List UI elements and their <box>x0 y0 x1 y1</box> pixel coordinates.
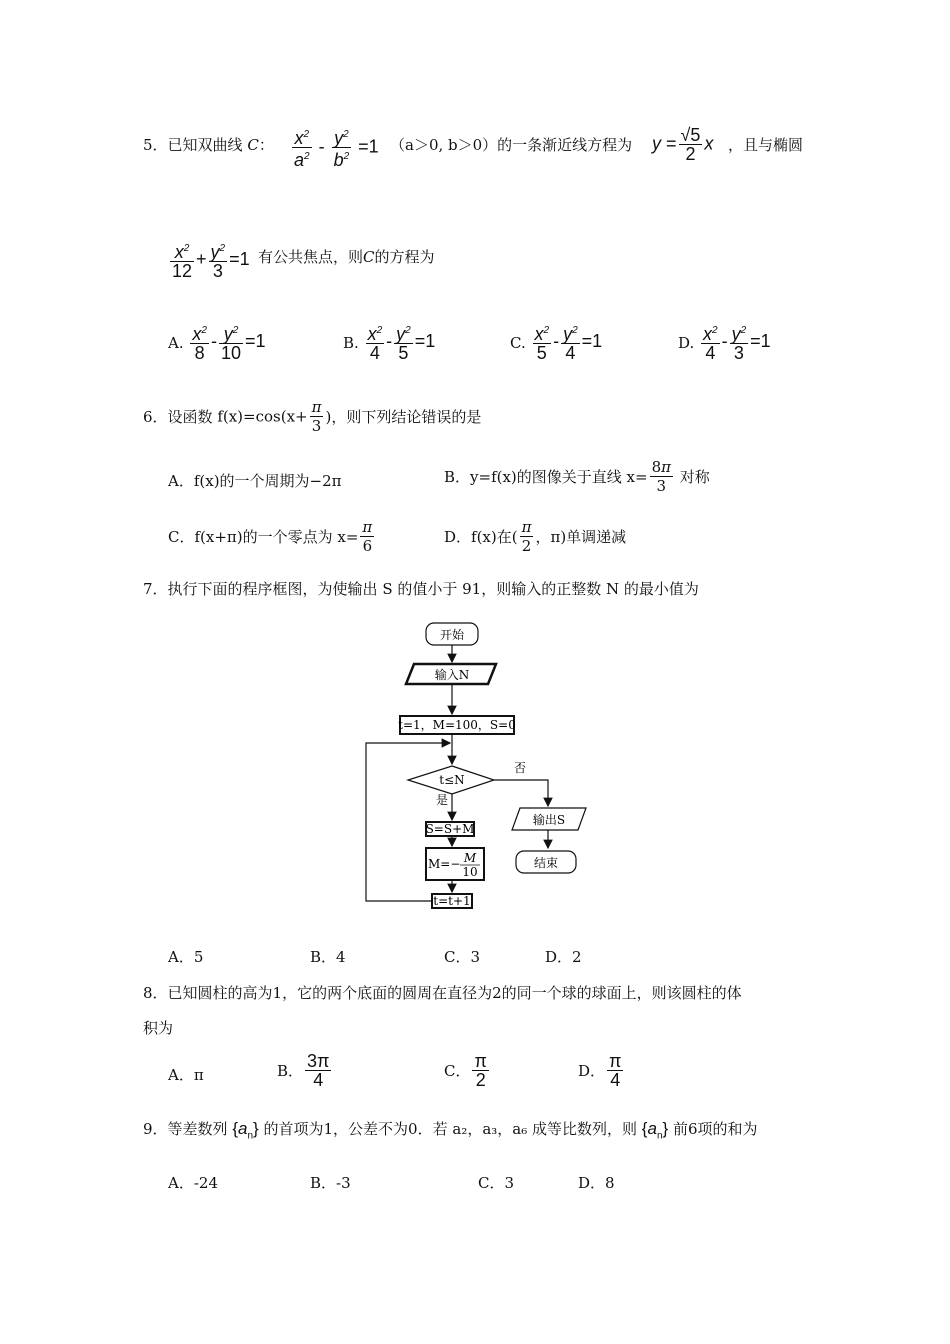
sequence-symbol: $\{a_n\}$ <box>641 1119 669 1142</box>
ellipse-equation: $\frac{x^2}{12}$ + $\frac{y^2}{3}$ =1 <box>172 242 250 281</box>
q7-option-b[interactable]: B．4 <box>310 948 346 966</box>
q8-option-d[interactable]: D． $\frac{\pi}{4}$ <box>578 1051 622 1090</box>
q7-option-c[interactable]: C．3 <box>444 948 481 966</box>
q8-option-a[interactable]: A．π <box>168 1066 204 1084</box>
flowchart <box>360 618 600 918</box>
q6-option-d[interactable]: D．f(x)在( $\frac{\pi}{2}$ ，π)单调递减 <box>444 518 627 555</box>
q5-line2: 有公共焦点，则C的方程为 <box>258 248 435 266</box>
svg-text:M: M <box>463 851 477 865</box>
q5-tail: ，且与椭圆 <box>728 136 804 154</box>
svg-text:t≤N: t≤N <box>439 773 465 787</box>
q6-stem: 6．设函数 f(x)=cos(x+ $\frac{\pi}{3}$ )，则下列结论错误的是 <box>143 398 482 435</box>
svg-text:t=1，M=100，S=0: t=1，M=100，S=0 <box>398 718 516 732</box>
q7-option-d[interactable]: D．2 <box>545 948 582 966</box>
asymptote-equation: y = $\frac{√5}{2}$ x <box>652 125 714 164</box>
q7-stem: 7．执行下面的程序框图，为使输出 S 的值小于 91，则输入的正整数 N 的最小值为 <box>143 580 699 598</box>
q5-option-d[interactable]: D. $\frac{x^2}{4}$ - $\frac{y^2}{3}$ =1 <box>678 324 771 363</box>
svg-text:输出S: 输出S <box>532 813 566 827</box>
q8-stem-line2: 积为 <box>143 1019 174 1037</box>
svg-text:是: 是 <box>435 793 449 807</box>
q5-condition: （a＞0, b＞0）的一条渐近线方程为 <box>390 136 633 154</box>
sequence-symbol: $\{a_n\}$ <box>232 1119 259 1142</box>
q9-option-b[interactable]: B．-3 <box>310 1174 351 1192</box>
svg-text:M=−: M=− <box>428 857 461 871</box>
q8-option-c[interactable]: C． $\frac{\pi}{2}$ <box>444 1051 487 1090</box>
svg-text:输入N: 输入N <box>434 668 470 682</box>
q5-option-c[interactable]: C. $\frac{x^2}{5}$ - $\frac{y^2}{4}$ =1 <box>510 324 603 363</box>
svg-text:t=t+1: t=t+1 <box>433 894 471 908</box>
q6-option-c[interactable]: C．f(x+π)的一个零点为 x= $\frac{\pi}{6}$ <box>168 518 373 555</box>
q9-option-d[interactable]: D．8 <box>578 1174 615 1192</box>
q9-option-a[interactable]: A．-24 <box>168 1174 218 1192</box>
svg-text:否: 否 <box>513 761 527 775</box>
q5-option-b[interactable]: B. $\frac{x^2}{4}$ - $\frac{y^2}{5}$ =1 <box>343 324 436 363</box>
q9-option-c[interactable]: C．3 <box>478 1174 515 1192</box>
q6-option-a[interactable]: A．f(x)的一个周期为−2π <box>168 472 342 490</box>
q5-line1: 5．已知双曲线 C： <box>143 136 274 154</box>
q9-stem: 9．等差数列 $\{a_n\}$ 的首项为1，公差不为0．若 a₂，a₃，a₆ 成等比数列，则 $\{a_n\}$ 前6项的和为 <box>143 1119 758 1142</box>
q8-option-b[interactable]: B． $\frac{3\pi}{4}$ <box>277 1051 330 1090</box>
q5-option-a[interactable]: A. $\frac{x^2}{8}$ - $\frac{y^2}{10}$ =1 <box>168 324 266 363</box>
q7-option-a[interactable]: A．5 <box>168 948 204 966</box>
hyperbola-equation: $\frac{x^2}{a^2}$ - $\frac{y^2}{b^2}$ =1 <box>294 128 379 170</box>
svg-text:S=S+M: S=S+M <box>425 822 475 836</box>
q8-stem-line1: 8．已知圆柱的高为1，它的两个底面的圆周在直径为2的同一个球的球面上，则该圆柱的体 <box>143 984 742 1002</box>
svg-text:10: 10 <box>462 865 478 879</box>
q6-option-b[interactable]: B．y=f(x)的图像关于直线 x= $\frac{8\pi}{3}$ 对称 <box>444 458 710 495</box>
svg-text:开始: 开始 <box>439 628 465 642</box>
svg-text:结束: 结束 <box>533 856 559 870</box>
